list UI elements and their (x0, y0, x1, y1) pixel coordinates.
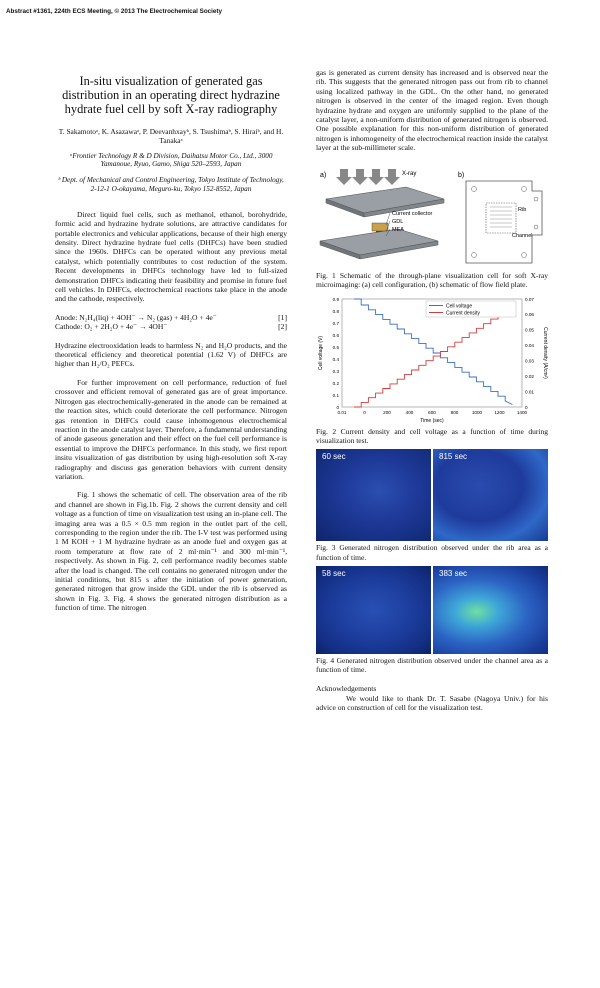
x-axis-label: Time (sec) (420, 418, 444, 425)
y-tick-label: 0.2 (332, 380, 339, 386)
flow-field-plate (466, 181, 542, 263)
y-tick-label: 0.8 (332, 308, 339, 314)
figure-1-caption: Fig. 1 Schematic of the through-plane visualization cell for soft X-ray microimaging: (a) cell configuration, (b) schematic of flow field plate. (316, 270, 548, 289)
figure-1 (316, 165, 548, 269)
y2-tick-label: 0.05 (525, 327, 534, 333)
paragraph-discussion: gas is generated as current density has increased and is observed near the rib. This suggests that the generated nitrogen pass out from rib to channel using localized pathway in the GDL. On the other hand, no generated nitrogen is observed in the center of the imaged region. Even though hydrazine hydrate and oxygen are uniformly supplied to the plane of the catalyst layer, a non-uniform distribution of generated nitrogen is observed. One possible explanation for this non-uniform distribution of generated nitrogen is inhomogeneity of the electrochemical reaction inside the catalyst layer at the sub-millimeter scale. (316, 68, 548, 153)
paragraph-improvement: For further improvement on cell performance, reduction of fuel crossover and efficient removal of generated gas are of great importance. Nitrogen gas electrochemically-generated in the anode can be remained at the reaction sites, which could deteriorate the cell performance. Nitrogen gas retention in DHFCs could cause inhomogenous electrochemical reaction in the anode catalyst layer. Therefore, a fundamental understanding of anode gaseous generation and their effect on the fuel cell performance is essential to improve the DHFCs performance. In this study, we first report insitu visualization of gas distribution by using high-resolution soft X-ray radiography and discuss gas generation behaviors with current density variation. (55, 377, 287, 481)
figure-3-caption: Fig. 3 Generated nitrogen distribution observed under the rib area as a function of time. (316, 543, 548, 562)
fig3-label-right: 815 sec (439, 452, 468, 462)
figure-4-caption: Fig. 4 Generated nitrogen distribution observed under the channel area as a function of time. (316, 655, 548, 675)
chart-legend (426, 301, 516, 317)
y2-tick-label: 0 (525, 404, 528, 410)
page-header: Abstract #1361, 224th ECS Meeting, © 2013 The Electrochemical Society (6, 8, 223, 15)
affiliation-b: ᵇ Dept. of Mechanical and Control Engineering, Tokyo Institute of Technology, 2-12-1 O-okayama, Meguro-ku, Tokyo 152-8552, Japan (58, 176, 284, 193)
acknowledgements-text: We would like to thank Dr. T. Sasabe (Nagoya Univ.) for his advice on construction of cell for the visualization test. (316, 693, 548, 713)
y-tick-label: 0.4 (332, 356, 339, 362)
paragraph-results: Fig. 1 shows the schematic of cell. The observation area of the rib and channel are shown in Fig.1b. Fig. 2 shows the current density and cell voltage as a function of time on visualization test using an in-plane cell. The imaging area was a 0.5 × 0.5 mm region in the outlet part of the cell, corresponding to the region under the rib. The I-V test was performed using 1 M KOH + 1 M hydrazine hydrate as an anode fuel and oxygen gas at room temperature at flow rate of 2 ml·min⁻¹ and 300 ml·min⁻¹, respectively. As shown in Fig. 2, cell performance readily becomes stable after the load is changed. The cell contains no generated nitrogen under the initial conditions, but 815 s after the initiation of power generation, generated nitrogen that grow inside the GDL under the rib is observed as shown in Fig. 3. Fig. 4 shows the generated nitrogen distribution as a function of time. The nitrogen (55, 490, 287, 613)
x-tick-label: 1400 (516, 410, 528, 416)
x-tick-label: 200 (383, 410, 391, 416)
x-tick-label: 600 (428, 410, 436, 416)
y2-axis-label: Current density (A/cm²) (542, 327, 548, 379)
xray-label: X-ray (402, 170, 417, 177)
paragraph-intro: Direct liquid fuel cells, such as methanol, ethanol, borohydride, formic acid and hydrazine hydrate solutions, are attractive candidates for portable electronics and vehicular applications, because of their high energy density. Direct hydrazine hydrate fuel cells (DHFCs) have been studied since the 1960s. DHFCs can be operated without any previous metal catalyst, which potentially contributes to cost reduction of the system. Recent developments in DHFCs technology have led to full-sized demonstration DHFCs indicating their feasibility and promise in future fuel cell vehicles. In DHFCs, electrochemical reactions take place in the anode and the cathode, respectively. (55, 209, 287, 304)
fig3-image-right (433, 449, 548, 541)
fig3-label-left: 60 sec (322, 452, 346, 462)
left-column (55, 68, 287, 613)
y-tick-label: 0.7 (332, 320, 339, 326)
equation-cathode-text: Cathode: O₂ + 2H₂O + 4e⁻ → 4OH⁻ (55, 322, 168, 332)
y-tick-label: 0.6 (332, 332, 339, 338)
figure-2-chart (316, 293, 548, 425)
y-tick-label: 0.3 (332, 368, 339, 374)
paper-title: In-situ visualization of generated gas distribution in an operating direct hydrazine hydrate fuel cell by soft X-ray radiography (62, 74, 280, 117)
paragraph-hydrazine: Hydrazine electrooxidation leads to harmless N₂ and H₂O products, and the theoretical efficiency and theoretical potential (1.62 V) of DHFCs are higher than H₂/O₂ PEFCs. (55, 340, 287, 369)
y2-tick-label: 0.04 (525, 343, 534, 349)
fig4-image-left (316, 566, 431, 654)
xray-arrows (336, 169, 400, 185)
y-tick-label: 0.1 (332, 392, 339, 398)
y2-tick-label: 0.06 (525, 312, 534, 318)
x-tick-label: 1200 (494, 410, 505, 416)
x-tick-label: 1000 (471, 410, 483, 416)
current-collector-label: Current collector (392, 210, 433, 217)
legend-current-label: Current density (446, 310, 480, 317)
y2-tick-label: 0.03 (525, 358, 534, 364)
figure-2 (316, 293, 548, 425)
x-tick-label: 0 (363, 410, 366, 416)
current-collector (372, 223, 388, 231)
acknowledgements-heading: Acknowledgements (316, 684, 377, 694)
affiliation-a: ᵃFrontier Technology R & D Division, Daihatsu Motor Co., Ltd., 3000 Yamanoue, Ryuo, Gamo, Shiga 520–2593, Japan (69, 151, 273, 169)
figure-2-caption: Fig. 2 Current density and cell voltage as a function of time during visualization test. (316, 427, 548, 446)
y-tick-label: 0.9 (332, 296, 339, 302)
y2-tick-label: 0.01 (525, 389, 534, 395)
equation-cathode (55, 322, 287, 331)
x-tick-label: 0.01 (337, 410, 347, 416)
y-tick-label: 0 (336, 404, 339, 410)
fig4-label-left: 58 sec (322, 568, 346, 578)
y-axis-label: Cell voltage (V) (318, 335, 324, 371)
equation-anode-text: Anode: N₂H₄(liq) + 4OH⁻ → N₂ (gas) + 4H₂O + 4e⁻ (55, 312, 217, 322)
equation-anode (55, 313, 287, 322)
figure-3 (316, 449, 548, 541)
channel-label: Channel (512, 232, 533, 239)
figure-4 (316, 566, 548, 654)
author-list: T. Sakamotoᵃ, K. Asazawaᵃ, P. Deevanhxayᵇ, S. Tsushimaᵇ, S. Hiraiᵇ, and H. Tanakaᵃ (58, 126, 284, 145)
x-tick-label: 400 (405, 410, 414, 416)
y-tick-label: 0.5 (332, 344, 339, 350)
fig3-image-left (316, 449, 431, 541)
right-column (316, 68, 548, 713)
equation-anode-number: [1] (278, 312, 287, 322)
mea-label: MEA (392, 226, 404, 233)
legend-voltage-label: Cell voltage (446, 303, 473, 310)
figure-1-schematic (316, 165, 548, 269)
y2-tick-label: 0.02 (525, 374, 534, 380)
fig4-image-right (433, 566, 548, 654)
fig1-label-b: b) (458, 171, 465, 179)
gdl-label: GDL (392, 218, 404, 225)
fig4-label-right: 383 sec (439, 568, 468, 578)
rib-label: Rib (518, 206, 527, 213)
x-tick-label: 800 (450, 410, 459, 416)
equation-cathode-number: [2] (278, 322, 287, 332)
fig1-label-a: a) (320, 171, 327, 179)
y2-tick-label: 0.07 (525, 296, 534, 302)
